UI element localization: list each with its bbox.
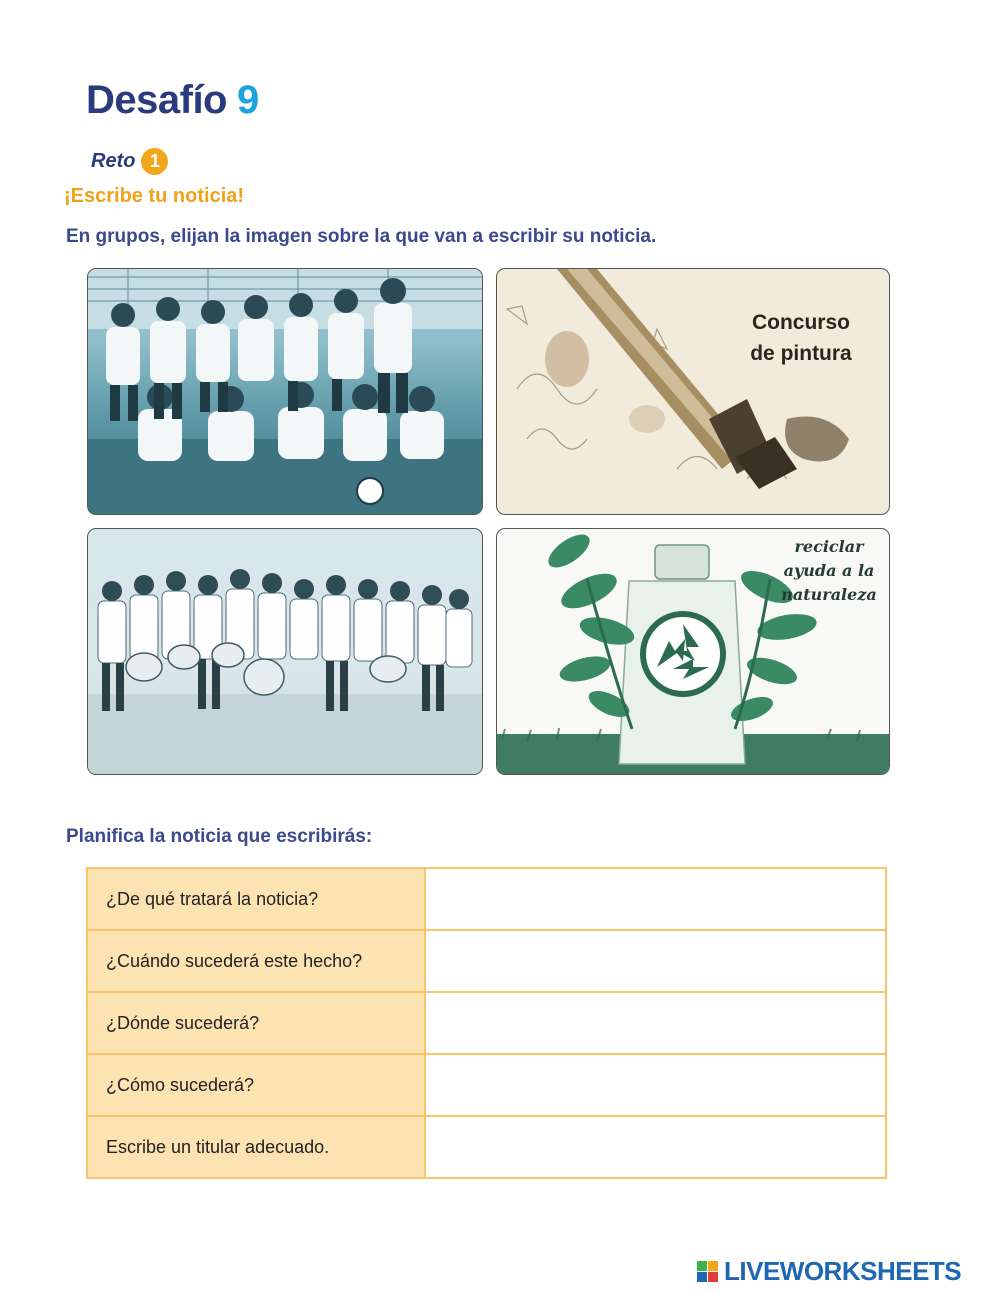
- answer-input-how[interactable]: [426, 1055, 885, 1115]
- reto-number-badge: 1: [141, 148, 168, 175]
- answer-input-headline[interactable]: [426, 1117, 885, 1177]
- question-cell: ¿Cuándo sucederá este hecho?: [87, 930, 425, 992]
- question-cell: ¿Dónde sucederá?: [87, 992, 425, 1054]
- table-row: [87, 992, 886, 1054]
- recycling-photo[interactable]: [496, 528, 890, 775]
- question-cell: ¿De qué tratará la noticia?: [87, 868, 425, 930]
- student-band-illustration: [88, 529, 482, 774]
- table-row: [87, 1054, 886, 1116]
- liveworksheets-icon: [697, 1261, 718, 1282]
- answer-cell: [425, 930, 886, 992]
- reto-label-group: [91, 148, 168, 175]
- title-text: Desafío: [86, 78, 227, 122]
- paintbrush-illustration: [497, 269, 889, 514]
- answer-cell: [425, 992, 886, 1054]
- football-team-photo[interactable]: [87, 268, 483, 515]
- table-row: [87, 930, 886, 992]
- student-band-photo[interactable]: [87, 528, 483, 775]
- recycling-caption: reciclar ayuda a la naturaleza: [781, 537, 877, 604]
- title-number: 9: [237, 78, 259, 122]
- liveworksheets-logo[interactable]: [697, 1256, 961, 1287]
- plan-heading: Planifica la noticia que escribirás:: [66, 826, 373, 847]
- painting-contest-caption: Concurso de pintura: [750, 311, 852, 365]
- answer-input-where[interactable]: [426, 993, 885, 1053]
- answer-cell: [425, 868, 886, 930]
- answer-input-topic[interactable]: [426, 869, 885, 929]
- liveworksheets-logo-text: LIVEWORKSHEETS: [724, 1256, 962, 1286]
- question-cell: ¿Cómo sucederá?: [87, 1054, 425, 1116]
- table-row: [87, 1116, 886, 1178]
- question-cell: Escribe un titular adecuado.: [87, 1116, 425, 1178]
- page-title: [86, 78, 259, 123]
- answer-input-when[interactable]: [426, 931, 885, 991]
- section-subtitle: ¡Escribe tu noticia!: [64, 185, 245, 207]
- answer-cell: [425, 1054, 886, 1116]
- painting-contest-photo[interactable]: [496, 268, 890, 515]
- reto-label: Reto: [91, 150, 136, 172]
- instruction-text: En grupos, elijan la imagen sobre la que van a escribir su noticia.: [66, 226, 657, 247]
- planning-table: [86, 867, 887, 1179]
- football-team-illustration: [88, 269, 482, 514]
- answer-cell: [425, 1116, 886, 1178]
- table-row: [87, 868, 886, 930]
